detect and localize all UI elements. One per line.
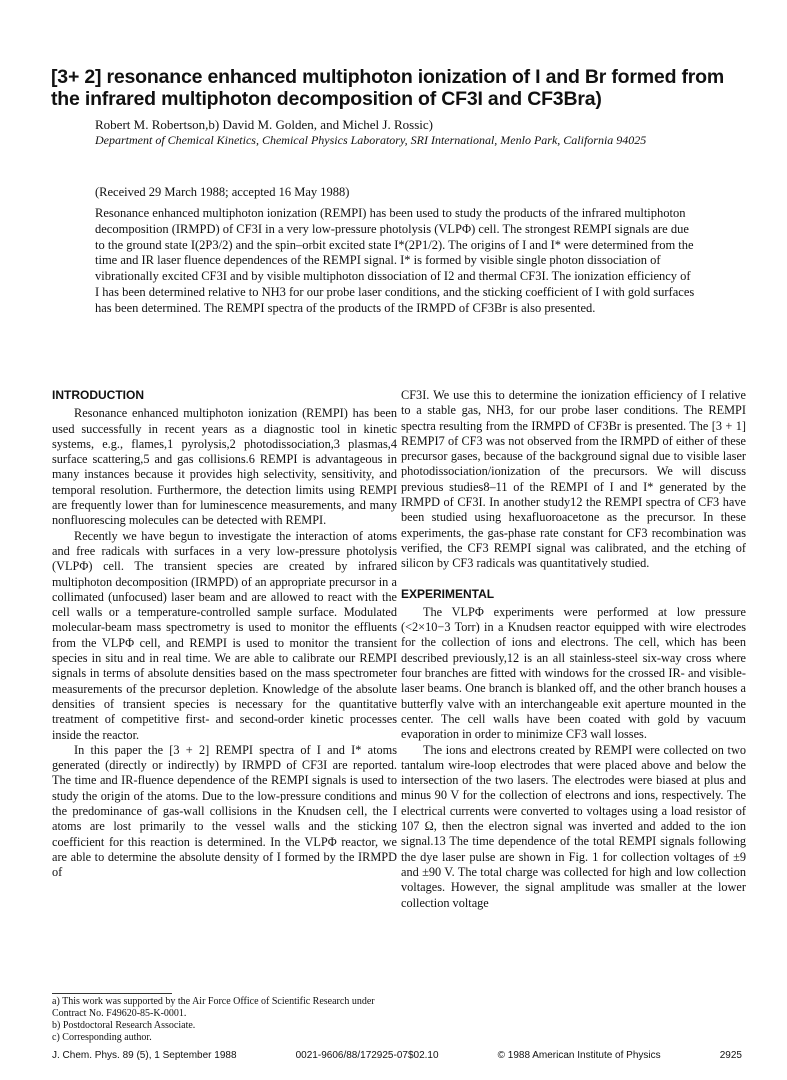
journal-citation: J. Chem. Phys. 89 (5), 1 September 1988 [52,1050,237,1061]
page-footer [52,1050,742,1061]
footnote-rule [52,993,172,994]
received-date: (Received 29 March 1988; accepted 16 May 1988) [95,185,350,199]
article-code: 0021-9606/88/172925-07$02.10 [295,1050,439,1061]
intro-paragraph-1: Resonance enhanced multiphoton ionization (REMPI) has been used successfully in recent years as a diagnostic tool in kinetic systems, e.g., flames,1 pyrolysis,2 photodissociation,3 plasmas,4 surface scattering,5 and gas collisions.6 REMPI is advantageous in many instances because it provides high selectivity, sensitivity, and temporal resolution. Furthermore, the detection limits using REMPI are frequently lower than for luminescence measurements, and many nonfluorescing molecules can be detected with REMPI. [52,406,397,528]
author-list: Robert M. Robertson,b) David M. Golden, and Michel J. Rossic) [95,117,433,132]
footnote-c: c) Corresponding author. [52,1032,152,1043]
copyright: © 1988 American Institute of Physics [497,1050,661,1061]
right-column [401,388,746,911]
page-number: 2925 [719,1050,742,1061]
intro-continuation: CF3I. We use this to determine the ionization efficiency of I relative to a stable gas, NH3, for our probe laser conditions. The REMPI spectra resulting from the IRMPD of CF3Br is presented. The [3 + 1] REMPI7 of CF3 was not observed from the IRMPD of either of these precursor gases, because of the background signal due to visible laser photodissociation/ionization of the precursors. We will discuss previous studies8–11 of the REMPI of I and I* generated by the IRMPD of CF3I. In another study12 the REMPI spectra of CF3 have been studied using hexafluoroacetone as the precursor. In these experiments, the gas-phase rate constant for CF3 recombination was verified, the CF3 REMPI signal was calibrated, and the etching of silicon by CF3 radicals was quantitatively studied. [401,388,746,571]
affiliation: Department of Chemical Kinetics, Chemical Physics Laboratory, SRI International, Menlo Park, California 94025 [95,133,647,147]
experimental-paragraph-2: The ions and electrons created by REMPI were collected on two tantalum wire-loop electrodes that were placed above and below the intersection of the two lasers. The electrodes were biased at plus and minus 90 V for the collection of electrons and ions, respectively. The electrical currents were converted to voltages using a load resistor of 107 Ω, then the electron signal was inverted and added to the ion signal.13 The time dependence of the total REMPI signals following the dye laser pulse are shown in Fig. 1 for collection voltages of ±9 and ±90 V. The total charge was collected for high and low collection voltages. However, the signal amplitude was smaller at the lower collection voltage [401,742,746,910]
abstract: Resonance enhanced multiphoton ionization (REMPI) has been used to study the products of the infrared multiphoton decomposition (IRMPD) of CF3I in a very low-pressure photolysis (VLPΦ) cell. The strongest REMPI signals are due to the ground state I(2P3/2) and the spin–orbit excited state I*(2P1/2). The origins of I and I* were determined from the time and IR laser fluence dependences of the REMPI signal. I* is formed by visible single photon dissociation of vibrationally excited CF3I and by visible multiphoton dissociation of I2 and thermal CF3I. The ionization efficiency of I has been determined relative to NH3 for our probe laser conditions, and the sticking coefficient of I with gold surfaces has been determined. The REMPI spectra of the products of the IRMPD of CF3Br is also presented. [95,206,695,315]
experimental-heading: EXPERIMENTAL [401,586,495,601]
intro-paragraph-2: Recently we have begun to investigate the interaction of atoms and free radicals with surfaces in a very low-pressure photolysis (VLPΦ) cell. The transient species are created by infrared multiphoton decomposition (IRMPD) of an appropriate precursor in a collimated (unfocused) laser beam and are allowed to react with the cell walls or a temperature-controlled sample surface. Modulated molecular-beam mass spectrometry is used to monitor the effluents from the VLPΦ cell, and REMPI is used to monitor the transient species in situ and in real time. We are able to calibrate our REMPI signals in terms of absolute densities based on the mass spectrometer measurements of the precursor depletion. Knowledge of the absolute densities of transient species is necessary for the quantitative treatment of competitive first- and second-order kinetic processes inside the reactor. [52,528,397,742]
experimental-paragraph-1: The VLPΦ experiments were performed at low pressure (<2×10−3 Torr) in a Knudsen reactor equipped with wire electrodes for the collection of ions and electrons. The cell, which has been described previously,12 is an all stainless-steel six-way cross where four branches are fitted with windows for the crossed IR- and visible-laser beams. One branch is blanked off, and the other branch houses a butterfly valve with an interchangeable exit aperture mounted in the center. The cell walls have been coated with gold by vacuum evaporation in order to minimize CF3 wall losses. [401,604,746,742]
footnotes [52,993,397,1044]
paper-title: [3+ 2] resonance enhanced multiphoton ionization of I and Br formed from the infrared multiphoton decomposition of CF3I and CF3Bra) [51,66,725,110]
intro-heading: INTRODUCTION [52,388,144,402]
left-column [52,388,397,881]
footnote-a: a) This work was supported by the Air Force Office of Scientific Research under Contract No. F49620-85-K-0001. [52,996,375,1019]
footnote-b: b) Postdoctoral Research Associate. [52,1020,196,1031]
intro-paragraph-3: In this paper the [3 + 2] REMPI spectra of I and I* atoms generated (directly or indirectly) by IRMPD of CF3I are reported. The time and IR-fluence dependence of the REMPI signals is used to study the origin of the atoms. Due to the low-pressure conditions and the predominance of gas-wall collisions in the Knudsen cell, the I atoms are lost primarily to the vessel walls and the sticking coefficient for this reaction is determined. In the VLPΦ reactor, we are able to determine the absolute density of I formed by the IRMPD of [52,742,397,880]
